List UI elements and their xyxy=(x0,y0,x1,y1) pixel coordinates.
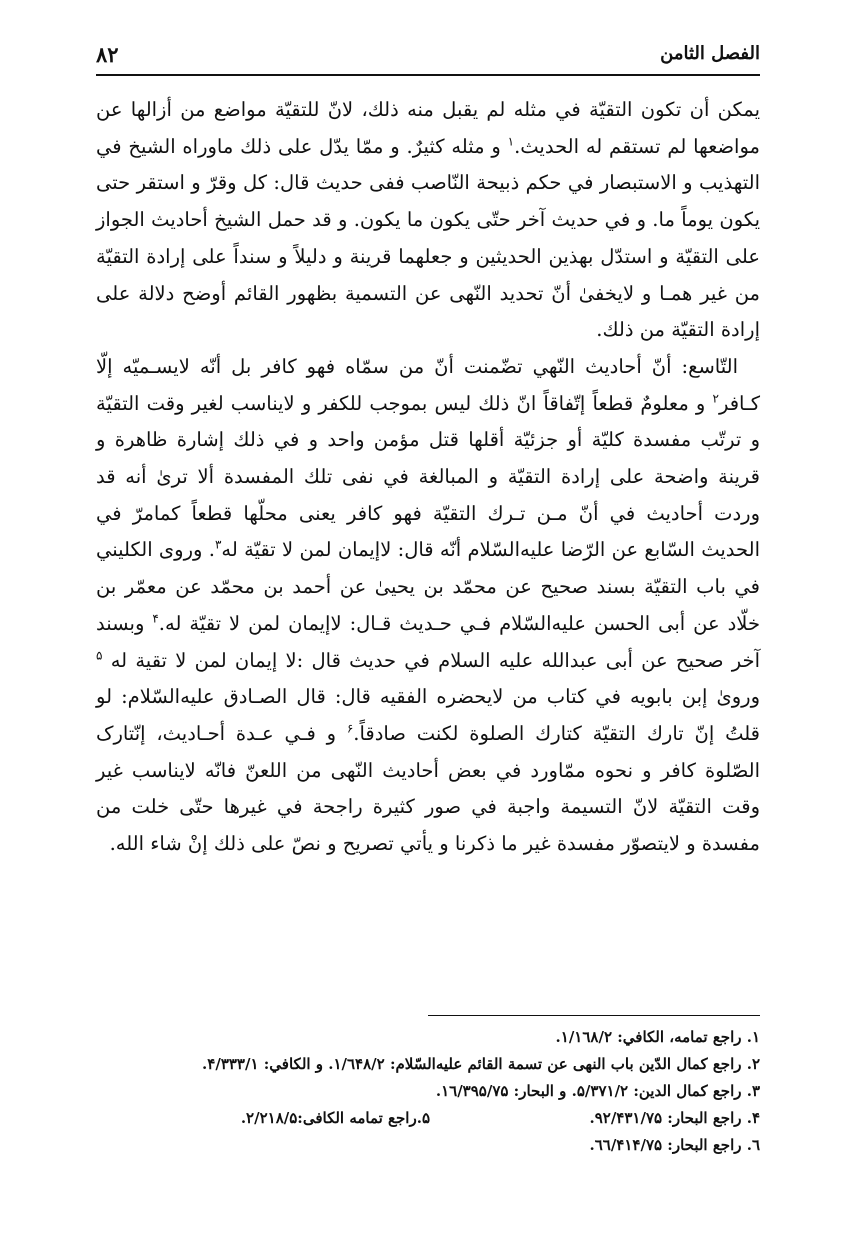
paragraph-text: . وروى الكليني في باب التقيّة بسند صحيح عن محمّد بن يحيىٰ عن أحمد بن محمّد عن معمّر بن خلّاد عن أبى الحسن عليه‌السّلام فـي حـديث قـال: لاإيمان لمن لا تقيّة له. xyxy=(96,538,760,635)
body-text xyxy=(96,92,760,863)
paragraph-text: يمكن أن تكون التقيّة في مثله لم يقبل منه ذلك، لانّ للتقيّة مواضع من أزالها عن مواضعها لم تستقم له الحديث. xyxy=(96,98,760,158)
footnote-divider xyxy=(428,1015,760,1016)
footnote-ref: ۶ xyxy=(346,721,354,736)
footnote-4-5 xyxy=(96,1105,760,1132)
footnote-text: ۴. راجع البحار: ٩٢/۴٣١/٧۵. xyxy=(589,1109,760,1127)
running-header xyxy=(96,42,760,76)
chapter-title: الفصل الثامن xyxy=(660,43,760,64)
paragraph-text: و معلومٌ قطعاً إتّفاقاً انّ ذلك ليس بموجب للكفر و لايناسب لغير وقت التقيّة و ترتّب مفسدة كليّة أو جزئيّة أقلها قتل مؤمن واحد و في ذلك إشارة ظاهرة و قرينة واضحة على إرادة التقيّة و المبالغة في نفى تلك المفسدة ألا ترىٰ أنه قد وردت أحاديث في أنّ مـن تـرك التقيّة فهو كافر يعنى محلّها قطعاً كمامرّ في الحديث السّابع عن الرّضا عليه‌السّلام أنّه قال: لاإيمان لمن لا تقيّة له xyxy=(96,391,760,562)
paragraph-text: وبسند آخر صحيح عن أبى عبدالله عليه السلام في حديث قال :لا إيمان لمن لا تقية له xyxy=(96,611,760,672)
paragraph-2 xyxy=(96,349,760,863)
footnote-text: ٢. راجع كمال الدّين باب النهى عن تسمة القائم عليه‌السّلام: ١/٦۴٨/٢. و الكافي: ۴/٣٣٣/١. xyxy=(202,1055,760,1073)
footnote-text: ۵.راجع تمامه الكافى:٢/٢١٨/۵. xyxy=(240,1109,430,1127)
footnote-ref: ١ xyxy=(507,134,515,149)
footnotes xyxy=(96,1024,760,1159)
footnote-ref: ٣ xyxy=(214,537,222,552)
footnote-ref: ۴ xyxy=(152,611,159,626)
footnote-text: ٦. راجع البحار: ٦٦/۴١۴/٧۵. xyxy=(589,1136,760,1154)
footnote-ref: ۵ xyxy=(96,648,103,663)
footnote-1 xyxy=(96,1024,760,1051)
paragraph-1 xyxy=(96,92,760,349)
paragraph-text: ورویٰ إبن بابويه في كتاب من لايحضره الفقيه قال: قال الصـادق عليه‌السّلام: لو قلتُ إنّ تارك التقيّة كتارك الصلوة لكنت صادقاً. xyxy=(96,685,760,745)
paragraph-text: التّاسع: أنّ أحاديث النّهي تضّمنت أنّ من سمّاه فهو كافر بل أنّه لايسـميّه إلّا كـافر xyxy=(96,354,760,415)
footnote-2 xyxy=(96,1051,760,1078)
footnote-6 xyxy=(96,1132,760,1159)
footnote-ref: ٢ xyxy=(712,391,719,406)
paragraph-text: و مثله كثيرٌ. و ممّا يدّل على ذلك ماوراه الشيخ في التهذيب و الاستبصار في حكم ذبيحة النّاصب ففى حديث قال: كل وقرّ و استقر حتى يكون يوماً ما. و في حديث آخر حتّى يكون ما يكون. و قد حمل الشيخ أحاديث الجواز على التقيّة و استدّل بهذين الحديثين و جعلهما قرينة و دليلاً و سنداً على إرادة التقيّة من غير همـا و لايخفىٰ أنّ تحديد النّهى عن التسمية بظهور القائم أوضح دلالة على إرادة التقيّة من ذلك. xyxy=(96,134,760,342)
footnote-text: ١. راجع تمامه، الكافي: ١/١٦٨/٢. xyxy=(555,1028,760,1046)
page-number: ٨٢ xyxy=(96,42,119,67)
footnote-3 xyxy=(96,1078,760,1105)
footnote-text: ٣. راجع كمال الدين: ۵/٣٧١/٢. و البحار: ١٦/٣٩۵/٧۵. xyxy=(435,1082,760,1100)
paragraph-text: و فـي عـدة أحـاديث، إنّتارک الصّلوة کافر و نحوه ممّاورد في بعض أحاديث النّهى من اللعنّ فانّه لايناسب غير وقت التقيّة لانّ التسيمة واجبة في صور كثيرة راجحة في غيرها حتّى خلت من مفسدة و لايتصوّر مفسدة غير ما ذكرنا و يأتي تصريح و نصّ على ذلك إنْ شاء الله. xyxy=(96,721,760,856)
